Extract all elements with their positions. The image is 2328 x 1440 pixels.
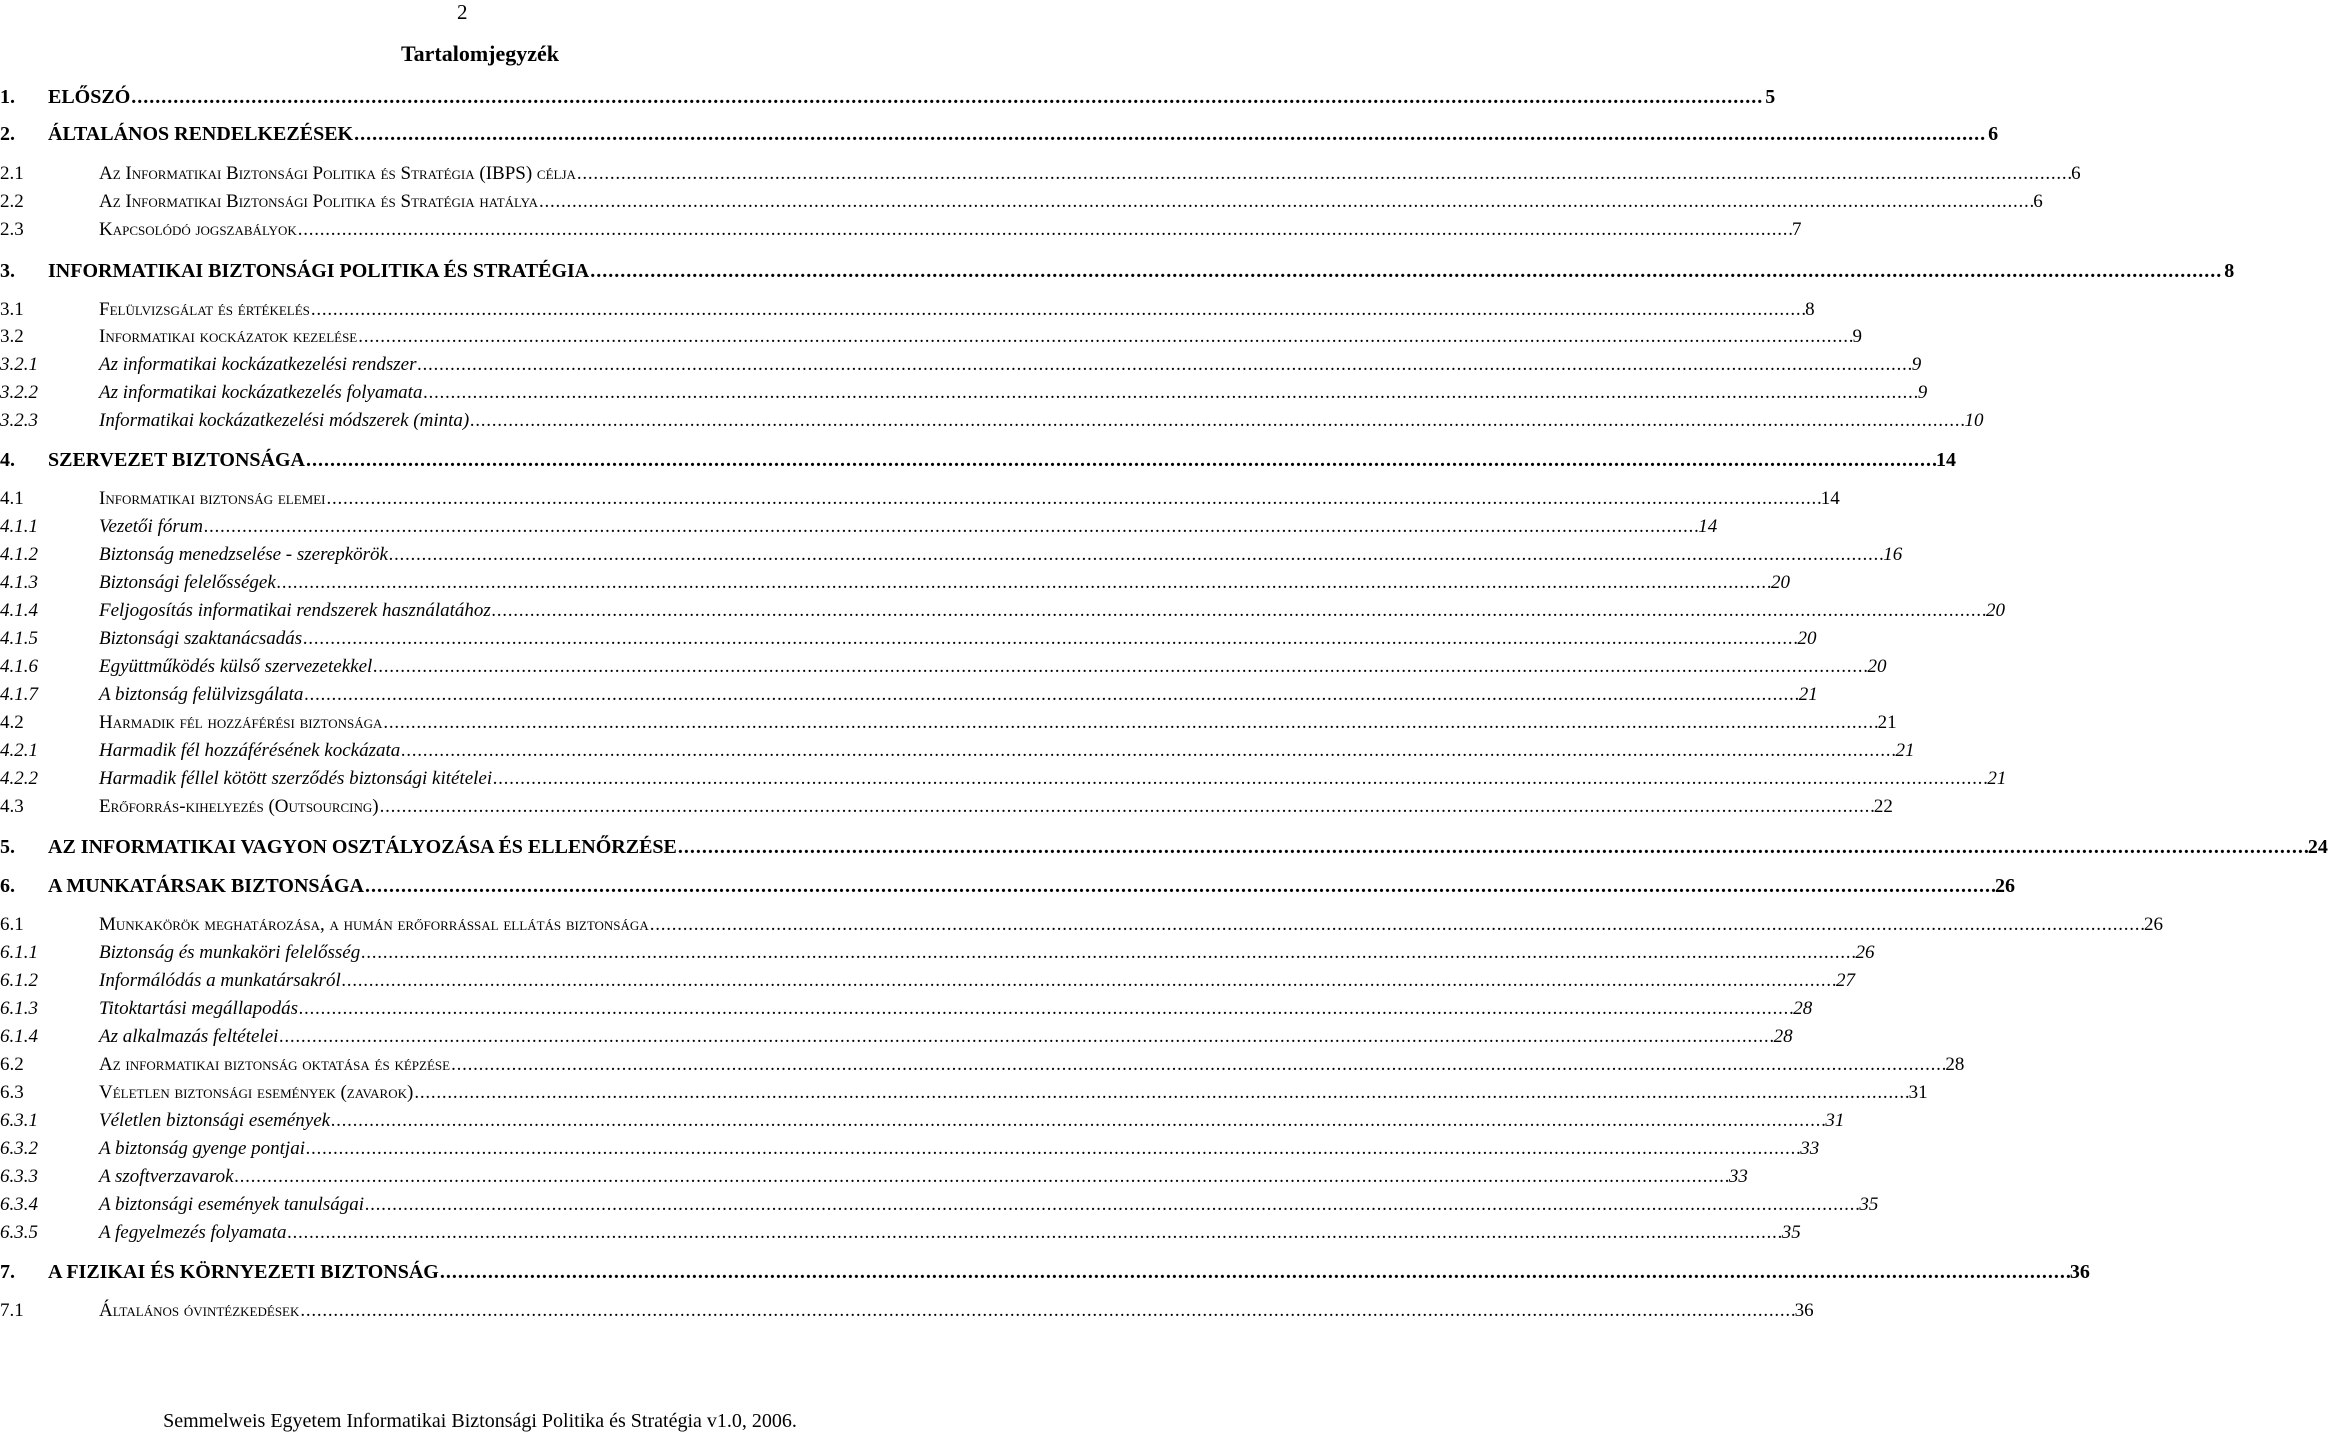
toc-entry-page: 26 [1994,875,2015,897]
toc-entry-number: 6.1.3 [0,998,38,1019]
toc-leader-dots [590,256,2219,286]
toc-leader-dots [204,512,1697,542]
toc-leader-dots [131,82,1760,112]
toc-entry[interactable] [0,708,1897,738]
toc-entry-number: 6.1.4 [0,1026,38,1047]
toc-entry-label: Felülvizsgálat és értékelés [99,299,310,320]
toc-entry-page: 6 [2071,163,2081,184]
toc-leader-dots [288,1218,1781,1248]
toc-entry-label: Munkakörök meghatározása, a humán erőforrással ellátás biztonsága [99,914,649,935]
toc-entry-page: 20 [1797,628,1817,649]
toc-entry-page: 21 [1798,684,1818,705]
toc-entry-number: 4. [0,449,15,471]
toc-leader-dots [493,764,1986,794]
toc-entry-page: 7 [1792,219,1802,240]
toc-leader-dots [304,680,1797,710]
toc-entry-page: 14 [1698,516,1718,537]
toc-entry-number: 6.1 [0,914,24,935]
toc-entry[interactable] [0,215,1802,245]
toc-entry-label: Erőforrás-kihelyezés (Outsourcing) [99,796,379,817]
toc-leader-dots [303,624,1796,654]
toc-leader-dots [354,119,1983,149]
toc-entry-label: A szoftverzavarok [99,1166,234,1187]
toc-entry[interactable] [0,764,2007,794]
toc-leader-dots [414,1078,1907,1108]
toc-entry-page: 31 [1908,1082,1928,1103]
toc-leader-dots [306,445,1935,475]
toc-entry-number: 4.1.3 [0,572,38,593]
toc-leader-dots [279,1022,1772,1052]
toc-entry-label: Biztonsági szaktanácsadás [99,628,303,649]
toc-entry[interactable] [0,295,1815,325]
toc-entry[interactable] [0,1106,1845,1136]
toc-entry-page: 26 [1855,942,1875,963]
toc-entry-page: 14 [1820,488,1840,509]
toc-entry[interactable] [0,994,1813,1024]
toc-entry-page: 14 [1936,449,1956,471]
toc-leader-dots [298,215,1791,245]
toc-leader-dots [470,406,1963,436]
toc-leader-dots [417,350,1910,380]
toc-entry-label: Az informatikai kockázatkezelés folyamata [99,382,423,403]
toc-entry-label: Véletlen biztonsági események (zavarok) [99,1082,414,1103]
toc-entry-number: 4.1.7 [0,684,38,705]
toc-entry-label: Titoktartási megállapodás [99,998,298,1019]
toc-entry-number: 2.1 [0,163,24,184]
toc-entry-page: 8 [1805,299,1815,320]
toc-entry-page: 10 [1964,410,1984,431]
toc-entry-number: 6.3.1 [0,1110,38,1131]
toc-entry[interactable] [0,406,1984,436]
toc-entry[interactable] [0,1050,1965,1080]
toc-entry-number: 4.1.1 [0,516,38,537]
toc-entry-number: 3.2 [0,326,24,347]
page-number: 2 [457,0,468,24]
toc-entry[interactable] [0,119,1999,149]
toc-entry-page: 9 [1911,354,1922,375]
toc-leader-dots [365,1190,1858,1220]
toc-entry-page: 21 [1987,768,2007,789]
toc-entry-label: Harmadik fél hozzáférési biztonsága [99,712,383,733]
toc-entry-number: 3.2.2 [0,382,38,403]
toc-entry[interactable] [0,484,1840,514]
toc-entry[interactable] [0,82,1776,112]
toc-leader-dots [311,295,1804,325]
toc-entry-label: A biztonsági események tanulságai [99,1194,365,1215]
toc-entry-number: 6.3.2 [0,1138,38,1159]
toc-entry[interactable] [0,1296,1814,1326]
toc-entry-number: 4.3 [0,796,24,817]
toc-entry-page: 8 [2224,260,2235,282]
toc-entry-label: Harmadik fél hozzáférésének kockázata [99,740,401,761]
toc-entry-number: 5. [0,836,15,858]
toc-entry-number: 4.1 [0,488,24,509]
toc-entry-label: A FIZIKAI ÉS KÖRNYEZETI BIZTONSÁG [48,1261,439,1283]
toc-entry[interactable] [0,1078,1928,1108]
toc-leader-dots [577,159,2070,189]
toc-entry-label: Véletlen biztonsági események [99,1110,331,1131]
toc-entry-number: 3. [0,260,15,282]
toc-entry-label: Az informatikai biztonság oktatása és képzése [99,1054,451,1075]
toc-entry-number: 7.1 [0,1300,24,1321]
toc-entry-label: Informatikai kockázatok kezelése [99,326,358,347]
toc-entry[interactable] [0,596,2006,626]
toc-entry[interactable] [0,1257,2090,1287]
toc-leader-dots [423,378,1916,408]
toc-entry-page: 33 [1800,1138,1820,1159]
toc-entry[interactable] [0,445,1956,475]
toc-entry-number: 6.3.5 [0,1222,38,1243]
toc-entry-page: 21 [1877,712,1897,733]
toc-entry-label: Együttműködés külső szervezetekkel [99,656,373,677]
toc-entry-number: 1. [0,86,15,108]
toc-entry-label: Az Informatikai Biztonsági Politika és Stratégia hatálya [99,191,539,212]
toc-entry[interactable] [0,966,1855,996]
page-title: Tartalomjegyzék [400,41,560,66]
toc-entry[interactable] [0,736,1915,766]
toc-entry-number: 4.1.6 [0,656,38,677]
toc-leader-dots [492,596,1985,626]
toc-entry-number: 4.1.5 [0,628,38,649]
toc-entry-page: 26 [2143,914,2163,935]
toc-entry[interactable] [0,256,2235,286]
toc-entry-page: 36 [1794,1300,1814,1321]
toc-entry-page: 20 [1867,656,1887,677]
toc-entry[interactable] [0,792,1893,822]
toc-entry-label: Feljogosítás informatikai rendszerek használatához [99,600,491,621]
toc-entry-page: 20 [1986,600,2006,621]
toc-entry-page: 31 [1825,1110,1845,1131]
toc-entry-number: 4.2.1 [0,740,38,761]
toc-entry-label: ELŐSZÓ [48,86,131,108]
toc-entry-number: 3.2.1 [0,354,38,375]
toc-entry-number: 6.1.2 [0,970,38,991]
toc-entry-page: 5 [1765,86,1776,108]
toc-entry-label: Az alkalmazás feltételei [99,1026,279,1047]
toc-leader-dots [678,832,2307,862]
toc-entry-number: 6.1.1 [0,942,38,963]
toc-entry[interactable] [0,832,2328,862]
toc-entry[interactable] [0,568,1791,598]
toc-entry-page: 9 [1852,326,1862,347]
toc-leader-dots [440,1257,2069,1287]
toc-entry-number: 3.2.3 [0,410,38,431]
toc-leader-dots [383,708,1876,738]
toc-entry-number: 2.2 [0,191,24,212]
toc-entry-number: 2.3 [0,219,24,240]
toc-entry-page: 22 [1873,796,1893,817]
toc-entry[interactable] [0,1190,1879,1220]
toc-entry-number: 6.2 [0,1054,24,1075]
toc-entry[interactable] [0,512,1718,542]
toc-leader-dots [380,792,1873,822]
toc-leader-dots [299,994,1792,1024]
toc-entry-number: 2. [0,123,15,145]
toc-leader-dots [300,1296,1793,1326]
toc-entry-label: Kapcsolódó jogszabályok [99,219,297,240]
toc-entry-page: 28 [1945,1054,1965,1075]
toc-entry-page: 28 [1773,1026,1793,1047]
toc-entry-number: 7. [0,1261,15,1283]
toc-entry-number: 4.2.2 [0,768,38,789]
toc-entry[interactable] [0,378,1928,408]
toc-entry-label: INFORMATIKAI BIZTONSÁGI POLITIKA ÉS STRATÉGIA [48,260,590,282]
toc-entry-label: SZERVEZET BIZTONSÁGA [48,449,305,471]
page-footer: Semmelweis Egyetem Informatikai Biztonsági Politika és Stratégia v1.0, 2006. [163,1410,797,1432]
toc-leader-dots [365,871,1994,901]
toc-entry-number: 6.3 [0,1082,24,1103]
toc-entry-label: Biztonság és munkaköri felelősség [99,942,361,963]
toc-entry-number: 3.1 [0,299,24,320]
toc-leader-dots [451,1050,1944,1080]
toc-leader-dots [342,966,1835,996]
toc-entry-number: 6.3.4 [0,1194,38,1215]
toc-entry-page: 24 [2307,836,2328,858]
toc-leader-dots [277,568,1770,598]
toc-entry-page: 35 [1859,1194,1879,1215]
toc-entry-page: 9 [1917,382,1928,403]
toc-entry-label: AZ INFORMATIKAI VAGYON OSZTÁLYOZÁSA ÉS ELLENŐRZÉSE [48,836,677,858]
toc-leader-dots [235,1162,1728,1192]
toc-entry-page: 6 [1988,123,1999,145]
toc-entry[interactable] [0,871,2015,901]
toc-entry[interactable] [0,187,2043,217]
toc-leader-dots [331,1106,1824,1136]
toc-entry-page: 36 [2069,1261,2090,1283]
toc-entry-label: A biztonság felülvizsgálata [99,684,304,705]
toc-leader-dots [389,540,1882,570]
toc-entry-label: ÁLTALÁNOS RENDELKEZÉSEK [48,123,354,145]
toc-entry-page: 20 [1771,572,1791,593]
toc-entry-label: Informatikai kockázatkezelési módszerek (minta) [99,410,470,431]
toc-leader-dots [650,910,2143,940]
toc-entry[interactable] [0,159,2081,189]
toc-entry-page: 21 [1895,740,1915,761]
toc-entry[interactable] [0,1134,1820,1164]
toc-leader-dots [326,484,1819,514]
toc-entry-label: Vezetői fórum [99,516,203,537]
toc-entry-label: Informatikai biztonság elemei [99,488,326,509]
toc-entry-label: Az informatikai kockázatkezelési rendszer [99,354,417,375]
toc-entry-label: A fegyelmezés folyamata [99,1222,287,1243]
toc-entry-label: Általános óvintézkedések [99,1300,300,1321]
toc-entry[interactable] [0,322,1862,352]
toc-entry-label: Biztonság menedzselése - szerepkörök [99,544,388,565]
toc-entry-page: 35 [1781,1222,1801,1243]
toc-entry-number: 6.3.3 [0,1166,38,1187]
toc-entry-label: Biztonsági felelősségek [99,572,276,593]
toc-entry-label: A biztonság gyenge pontjai [99,1138,305,1159]
toc-entry-label: Informálódás a munkatársakról [99,970,341,991]
toc-entry[interactable] [0,938,1875,968]
toc-leader-dots [401,736,1894,766]
toc-entry-page: 6 [2033,191,2043,212]
toc-leader-dots [306,1134,1799,1164]
toc-entry[interactable] [0,910,2163,940]
toc-entry-page: 16 [1883,544,1903,565]
toc-entry-label: Harmadik féllel kötött szerződés biztonsági kitételei [99,768,493,789]
toc-entry-number: 4.1.2 [0,544,38,565]
toc-entry[interactable] [0,1162,1748,1192]
toc-entry-label: A MUNKATÁRSAK BIZTONSÁGA [48,875,364,897]
toc-entry-number: 4.2 [0,712,24,733]
toc-entry-number: 6. [0,875,15,897]
toc-entry[interactable] [0,1218,1801,1248]
toc-entry-page: 33 [1728,1166,1748,1187]
toc-entry-page: 28 [1793,998,1813,1019]
toc-leader-dots [358,322,1851,352]
toc-entry-label: Az Informatikai Biztonsági Politika és Stratégia (IBPS) célja [99,163,576,184]
toc-entry[interactable] [0,624,1817,654]
toc-entry-number: 4.1.4 [0,600,38,621]
toc-entry[interactable] [0,652,1887,682]
toc-entry[interactable] [0,1022,1793,1052]
toc-entry[interactable] [0,680,1818,710]
toc-entry[interactable] [0,540,1903,570]
toc-leader-dots [373,652,1866,682]
toc-entry-page: 27 [1835,970,1855,991]
toc-leader-dots [539,187,2032,217]
toc-entry[interactable] [0,350,1922,380]
toc-leader-dots [361,938,1854,968]
